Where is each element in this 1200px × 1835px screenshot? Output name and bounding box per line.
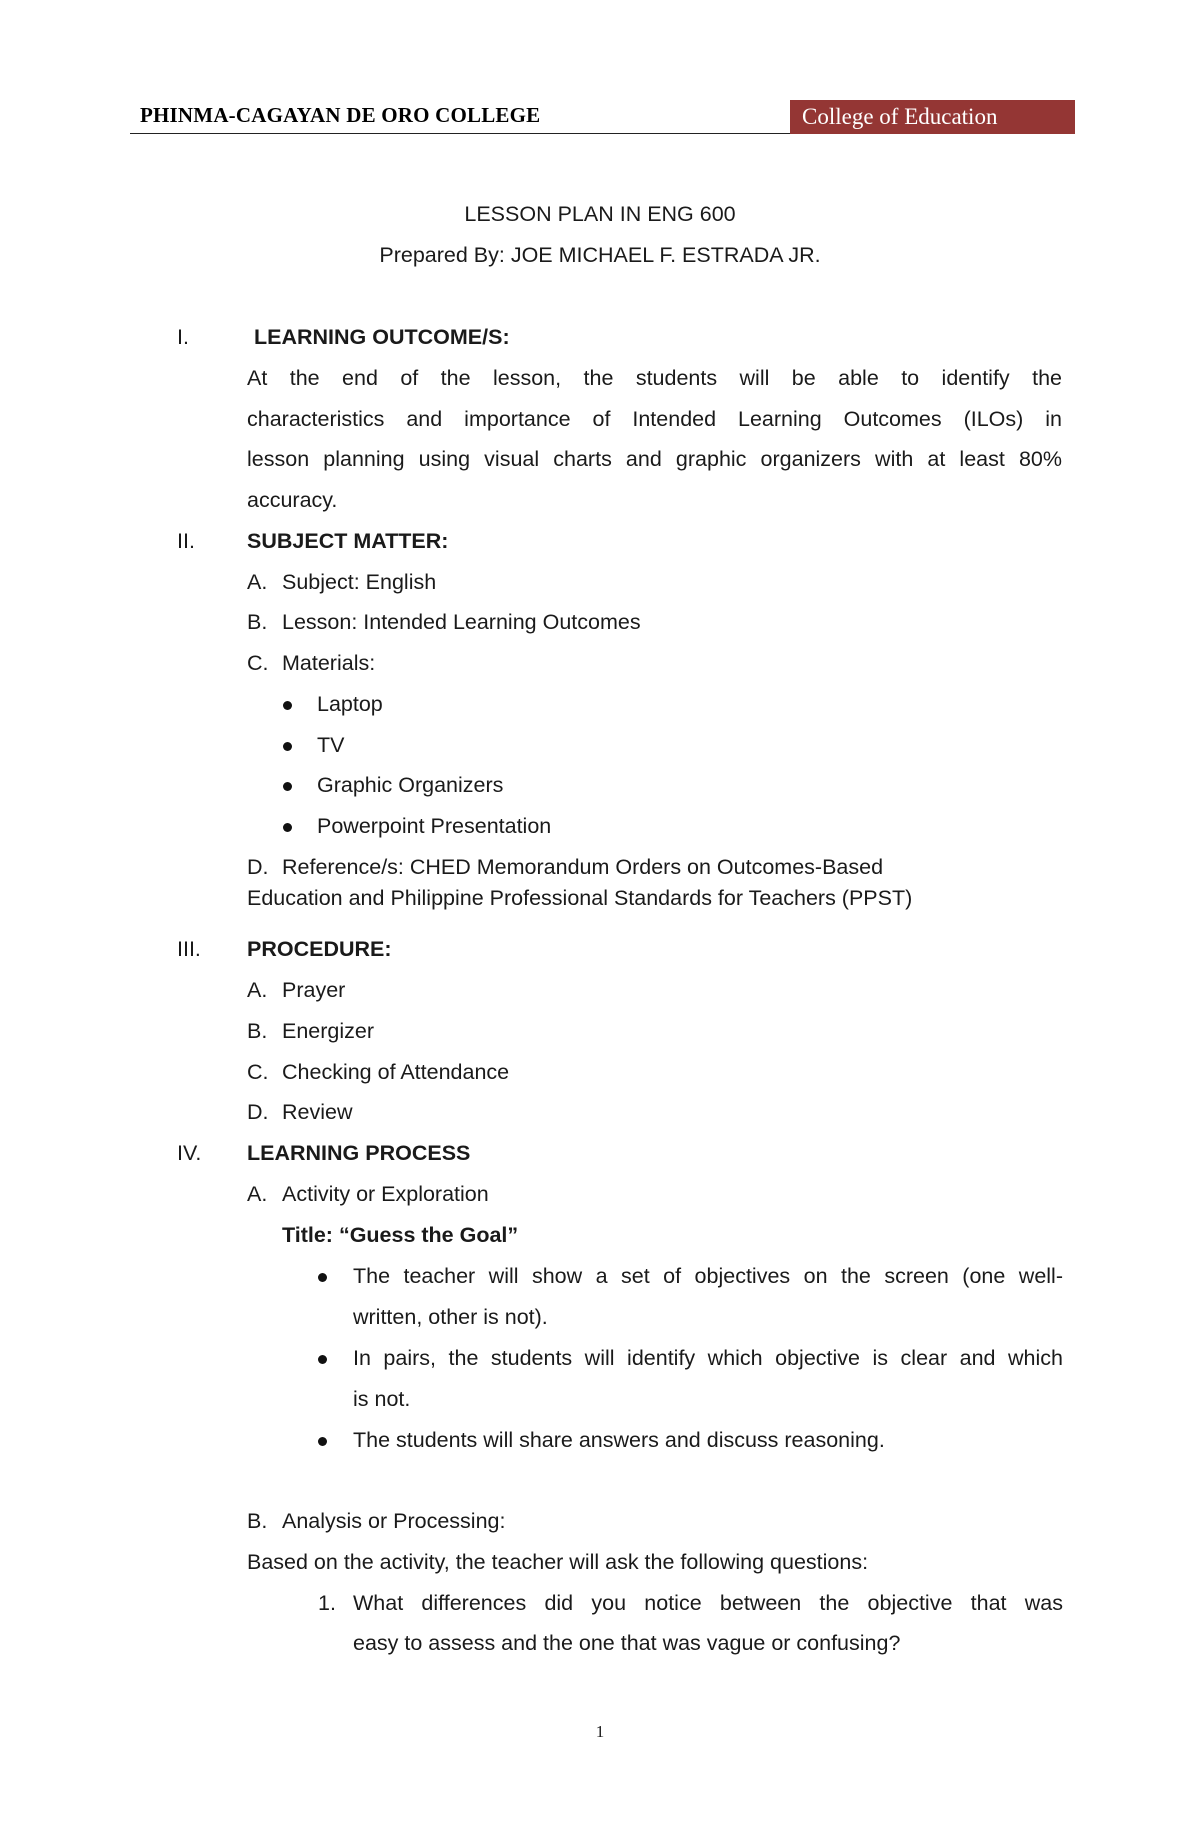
- procedure-letter: C.: [247, 1060, 269, 1084]
- activity-bullet-2-line-2: is not.: [353, 1387, 411, 1411]
- procedure-item: Prayer: [282, 978, 346, 1002]
- prepared-by: Prepared By: JOE MICHAEL F. ESTRADA JR.: [379, 243, 821, 267]
- procedure-item: Review: [282, 1100, 353, 1124]
- page-header: [130, 100, 1075, 134]
- activity-title: Title: “Guess the Goal”: [282, 1223, 519, 1247]
- activity-text: Activity or Exploration: [282, 1182, 489, 1206]
- outcome-line-2: characteristics and importance of Intended Learning Outcomes (ILOs) in: [247, 407, 1062, 431]
- section-1-number: I.: [177, 325, 189, 349]
- activity-bullet-1-line-2: written, other is not).: [353, 1305, 548, 1329]
- bullet-icon: [283, 701, 292, 710]
- college-name: PHINMA-CAGAYAN DE ORO COLLEGE: [140, 103, 541, 127]
- bullet-icon: [283, 782, 292, 791]
- procedure-item: Checking of Attendance: [282, 1060, 510, 1084]
- bullet-icon: [318, 1355, 327, 1364]
- materials-letter: C.: [247, 651, 269, 675]
- lesson-text: Lesson: Intended Learning Outcomes: [282, 610, 641, 634]
- question-number: 1.: [318, 1591, 336, 1615]
- material-item: Laptop: [317, 692, 383, 716]
- reference-letter: D.: [247, 855, 269, 879]
- material-item: TV: [317, 733, 345, 757]
- procedure-letter: B.: [247, 1019, 268, 1043]
- section-2-heading: SUBJECT MATTER:: [247, 529, 449, 553]
- activity-letter: A.: [247, 1182, 268, 1206]
- bullet-icon: [318, 1273, 327, 1282]
- analysis-text: Analysis or Processing:: [282, 1509, 506, 1533]
- bullet-icon: [283, 823, 292, 832]
- activity-bullet-2-line-1: In pairs, the students will identify which objective is clear and which: [353, 1346, 1063, 1370]
- procedure-letter: A.: [247, 978, 268, 1002]
- question-1-line-1: What differences did you notice between the objective that was: [353, 1591, 1063, 1615]
- materials-text: Materials:: [282, 651, 376, 675]
- reference-line-2: Education and Philippine Professional Standards for Teachers (PPST): [247, 886, 913, 910]
- activity-bullet-3: The students will share answers and discuss reasoning.: [353, 1428, 885, 1452]
- subject-letter: A.: [247, 570, 268, 594]
- procedure-letter: D.: [247, 1100, 269, 1124]
- analysis-letter: B.: [247, 1509, 268, 1533]
- reference-line-1: Reference/s: CHED Memorandum Orders on Outcomes-Based: [282, 855, 884, 879]
- material-item: Powerpoint Presentation: [317, 814, 552, 838]
- document-title: LESSON PLAN IN ENG 600: [464, 202, 736, 226]
- outcome-line-4: accuracy.: [247, 488, 338, 512]
- section-4-number: IV.: [177, 1141, 202, 1165]
- section-4-heading: LEARNING PROCESS: [247, 1141, 471, 1165]
- outcome-line-3: lesson planning using visual charts and graphic organizers with at least 80%: [247, 447, 1062, 471]
- question-1-line-2: easy to assess and the one that was vague or confusing?: [353, 1631, 901, 1655]
- section-1-heading: LEARNING OUTCOME/S:: [254, 325, 510, 349]
- analysis-intro: Based on the activity, the teacher will ask the following questions:: [247, 1550, 869, 1574]
- lesson-letter: B.: [247, 610, 268, 634]
- subject-text: Subject: English: [282, 570, 437, 594]
- activity-bullet-1-line-1: The teacher will show a set of objectives on the screen (one well-: [353, 1264, 1063, 1288]
- page-number: 1: [595, 1722, 605, 1741]
- bullet-icon: [283, 742, 292, 751]
- material-item: Graphic Organizers: [317, 773, 504, 797]
- department-badge: College of Education: [790, 100, 1075, 134]
- procedure-item: Energizer: [282, 1019, 375, 1043]
- section-3-number: III.: [177, 937, 201, 961]
- section-2-number: II.: [177, 529, 195, 553]
- bullet-icon: [318, 1437, 327, 1446]
- section-3-heading: PROCEDURE:: [247, 937, 392, 961]
- outcome-line-1: At the end of the lesson, the students will be able to identify the: [247, 366, 1062, 390]
